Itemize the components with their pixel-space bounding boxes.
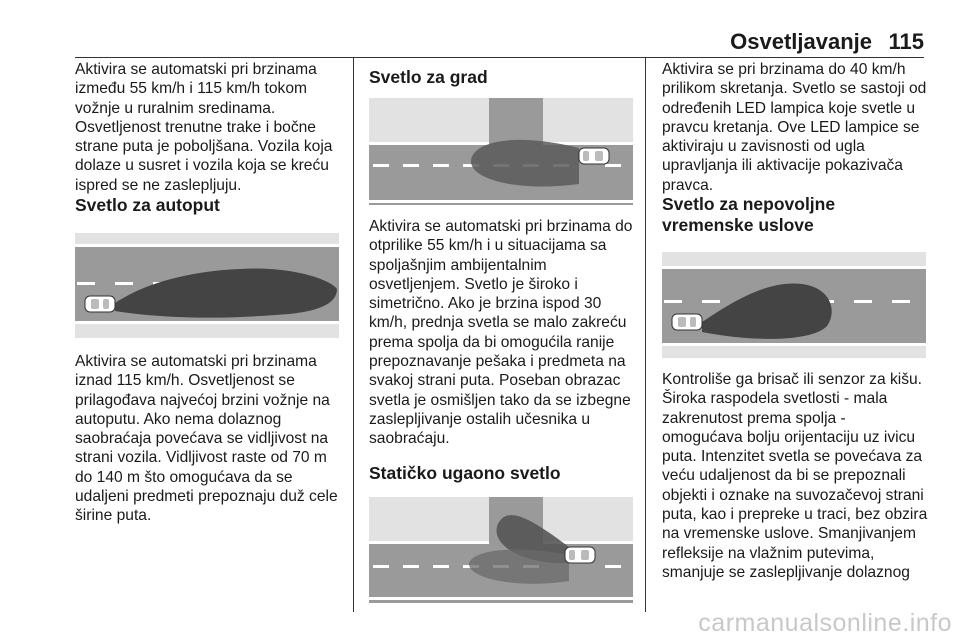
- motorway-light-illustration: [75, 233, 339, 338]
- car-icon: [85, 296, 115, 312]
- column-1: [75, 60, 341, 526]
- column-3: [662, 60, 928, 582]
- static-cornering-light-illustration: [369, 497, 633, 603]
- adverse-weather-light-paragraph: Kontroliše ga brisač ili senzor za kišu. Široka raspodela svetlosti - mala zakrenutost prema spolja - omogućava bolju orijentaciju uz ivicu puta. Intenzitet svetla se povećava za veću udaljenost da bi se prepoznali objekti i oznake na suvozačevoj strani puta, kao i prepreke u traci, bez obzira na vremenske uslove. Smanjivanjem refleksije na vlažnim putevima, smanjuje se zaslepljivanje dolaznog: [662, 371, 928, 581]
- car-icon: [579, 148, 609, 164]
- motorway-light-paragraph: Aktivira se automatski pri brzinama iznad 115 km/h. Osvetljenost se prilagođava najvećoj brzini vožnje na autoputu. Ako nema dolaznog saobraćaja povećava se vidljivost na strani vozila. Vidljivost raste od 70 m do 140 m što omogućava da se udaljeni predmeti prepoznaju duž cele širine puta.: [75, 353, 338, 525]
- car-icon: [672, 314, 702, 330]
- page-number: 115: [888, 29, 924, 54]
- cornering-light-paragraph: Aktivira se pri brzinama do 40 km/h prilikom skretanja. Svetlo se sastoji od određenih LED lampica koje svetle u pravcu kretanja. Ove LED lampice se aktiviraju u zavisnosti od ugla upravljanja ili aktivacije pokazivača pravca.: [662, 61, 927, 194]
- column-divider-1: [353, 58, 354, 612]
- watermark: carmanualsonline.info: [698, 609, 952, 637]
- town-light-illustration: [369, 98, 633, 205]
- column-2: [369, 60, 635, 603]
- town-light-paragraph: Aktivira se automatski pri brzinama do otprilike 55 km/h i u situacijama sa spoljašnjim ambijentalnim osvetljenjem. Svetlo je široko i simetrično. Ako je brzina ispod 30 km/h, prednja svetla se malo zakreću prema spolja da bi omogućila ranije prepoznavanje pešaka i predmeta na svakoj strani puta. Poseban obrazac svetla je osmišljen tako da se izbegne zaslepljivanje ostalih učesnika u saobraćaju.: [369, 218, 633, 448]
- header-rule: [75, 57, 924, 58]
- country-light-paragraph: Aktivira se automatski pri brzinama između 55 km/h i 115 km/h tokom vožnje u ruralnim sredinama. Osvetljenost trenutne trake i bočne strane puta je poboljšana. Vozila koja dolaze u susret i vozila koja se kreću ispred se ne zaslepljuju.: [75, 61, 333, 194]
- section-title: Osvetljavanje: [730, 29, 872, 54]
- column-divider-2: [645, 58, 646, 612]
- car-icon: [565, 547, 595, 563]
- adverse-weather-light-heading: Svetlo za nepovoljne vremenske uslove: [662, 194, 836, 235]
- adverse-weather-light-illustration: [662, 252, 926, 358]
- motorway-light-heading: Svetlo za autoput: [75, 195, 220, 215]
- static-cornering-light-heading: Statičko ugaono svetlo: [369, 462, 561, 483]
- town-light-heading: Svetlo za grad: [369, 67, 488, 87]
